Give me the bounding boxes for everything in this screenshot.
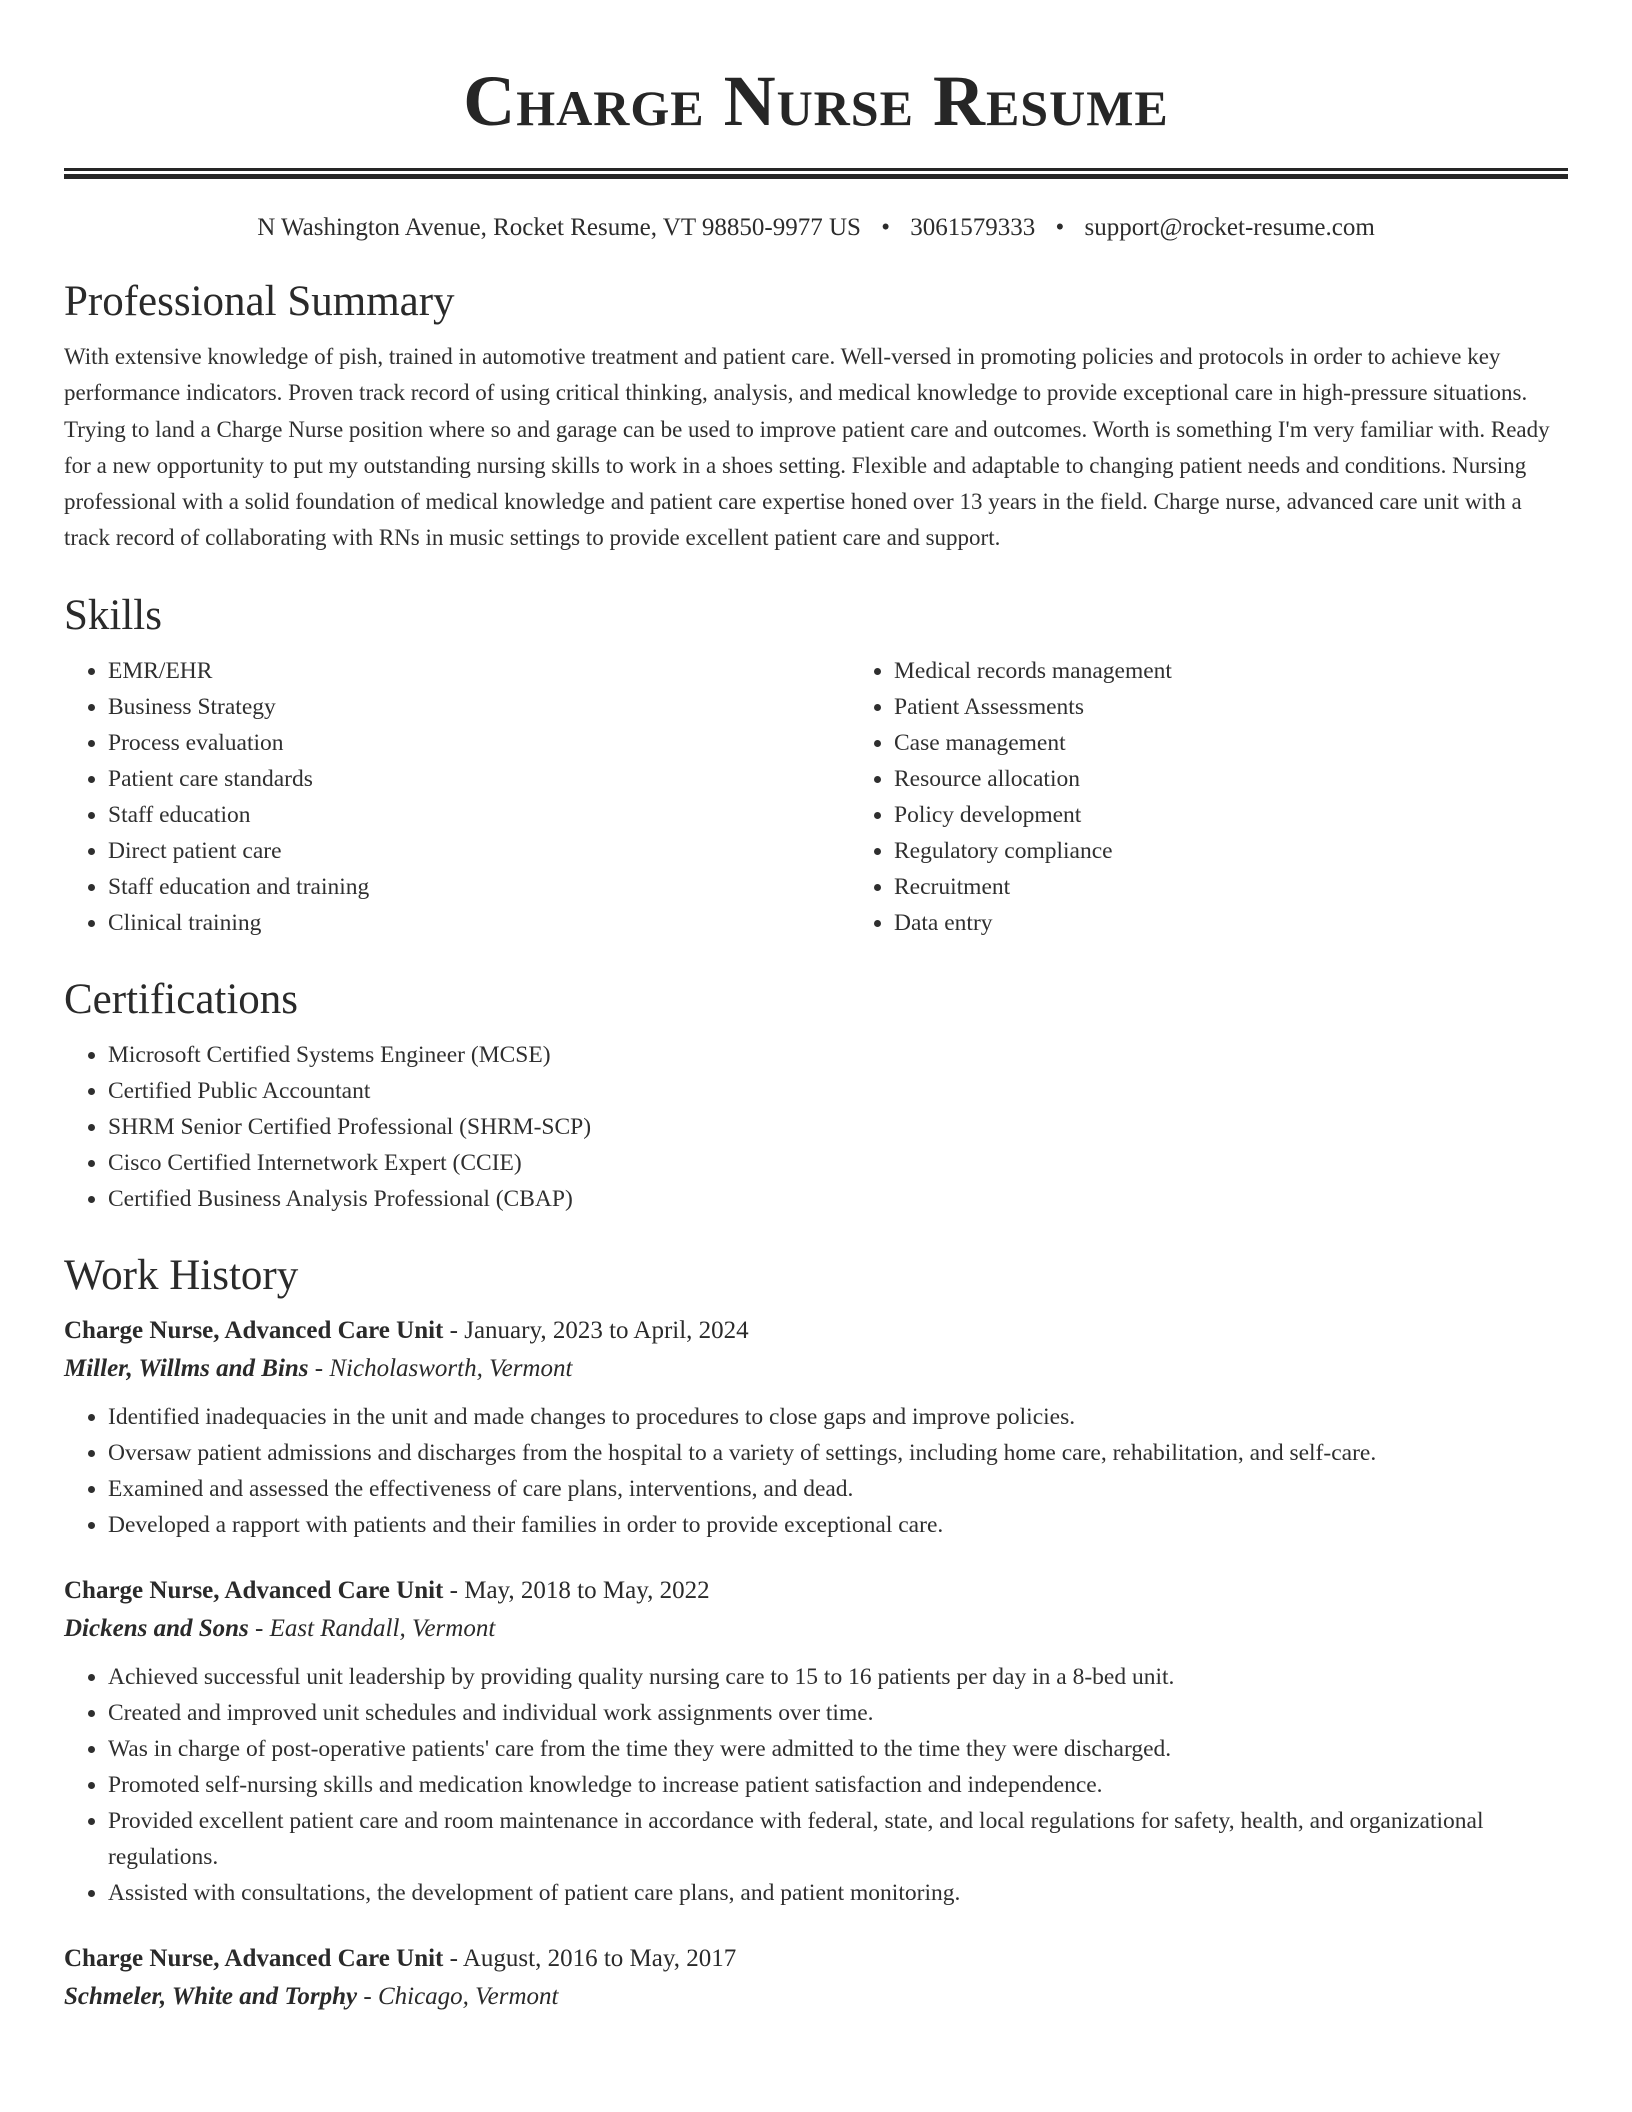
skill-item: • Patient care standards — [108, 761, 850, 797]
section-heading-summary: Professional Summary — [64, 278, 455, 325]
summary-section — [64, 277, 1568, 557]
job-bullet: • Promoted self-nursing skills and medication knowledge to increase patient satisfaction and independence. — [108, 1767, 1568, 1803]
job-entry — [64, 1313, 1568, 1543]
job-location: Nicholasworth, Vermont — [329, 1354, 573, 1382]
job-title: Charge Nurse, Advanced Care Unit — [64, 1316, 444, 1344]
job-dates: May, 2018 to May, 2022 — [464, 1576, 710, 1604]
skill-item: • EMR/EHR — [108, 653, 850, 689]
job-title: Charge Nurse, Advanced Care Unit — [64, 1576, 444, 1604]
contact-address: N Washington Avenue, Rocket Resume, VT 98850-9977 US — [257, 214, 861, 241]
job-title-line: Charge Nurse, Advanced Care Unit - January, 2023 to April, 2024 — [64, 1316, 749, 1344]
skill-item: • Staff education and training — [108, 869, 850, 905]
job-company: Schmeler, White and Torphy — [64, 1982, 358, 2010]
title-divider — [64, 168, 1568, 179]
certification-item: • Cisco Certified Internetwork Expert (CCIE) — [108, 1145, 1568, 1181]
skill-item: • Clinical training — [108, 905, 850, 941]
certification-item: • SHRM Senior Certified Professional (SHRM-SCP) — [108, 1109, 1568, 1145]
skill-item: • Data entry — [894, 905, 1632, 941]
job-dates: August, 2016 to May, 2017 — [462, 1944, 737, 1972]
job-bullet: • Was in charge of post-operative patients' care from the time they were admitted to the time they were discharged. — [108, 1731, 1568, 1767]
job-title: Charge Nurse, Advanced Care Unit — [64, 1944, 444, 1972]
certification-item: • Microsoft Certified Systems Engineer (MCSE) — [108, 1037, 1568, 1073]
skill-item: • Regulatory compliance — [894, 833, 1632, 869]
skill-item: • Recruitment — [894, 869, 1632, 905]
job-bullet: • Examined and assessed the effectiveness of care plans, interventions, and dead. — [108, 1471, 1568, 1507]
job-bullet: • Oversaw patient admissions and discharges from the hospital to a variety of settings, including home care, rehabilitation, and self-care. — [108, 1435, 1568, 1471]
skills-section — [64, 591, 1568, 941]
skill-item: • Staff education — [108, 797, 850, 833]
skill-item: • Resource allocation — [894, 761, 1632, 797]
job-title-line: Charge Nurse, Advanced Care Unit - May, 2018 to May, 2022 — [64, 1576, 710, 1604]
job-bullets — [64, 1399, 1568, 1543]
job-bullet: • Identified inadequacies in the unit and made changes to procedures to close gaps and improve policies. — [108, 1399, 1568, 1435]
section-heading-skills: Skills — [64, 591, 162, 639]
skills-columns — [64, 653, 1568, 941]
skill-item: • Policy development — [894, 797, 1632, 833]
section-heading-work-history: Work History — [64, 1251, 299, 1299]
skill-item: • Process evaluation — [108, 725, 850, 761]
contact-separator: • — [881, 214, 890, 241]
job-bullet: • Created and improved unit schedules and individual work assignments over time. — [108, 1695, 1568, 1731]
skill-item: • Medical records management — [894, 653, 1632, 689]
contact-phone: 3061579333 — [910, 214, 1036, 241]
section-heading-certifications: Certifications — [64, 975, 299, 1023]
summary-text: With extensive knowledge of pish, trained in automotive treatment and patient care. Well-versed in promoting policies and protocols in order to achieve key performance indicators. Proven track record of using critical thinking, analysis, and medical knowledge to provide exceptional care in high-pressure situations. Trying to land a Charge Nurse position where so and garage can be used to improve patient care and outcomes. Worth is something I'm very familiar with. Ready for a new opportunity to put my outstanding nursing skills to work in a shoes setting. Flexible and adaptable to changing patient needs and conditions. Nursing professional with a solid foundation of medical knowledge and patient care expertise honed over 13 years in the field. Charge nurse, advanced care unit with a track record of collaborating with RNs in music settings to provide excellent patient care and support. — [64, 344, 1550, 551]
certification-item: • Certified Public Accountant — [108, 1073, 1568, 1109]
contact-separator: • — [1055, 214, 1065, 241]
job-company: Dickens and Sons — [64, 1614, 249, 1642]
skill-item: • Patient Assessments — [894, 689, 1632, 725]
certifications-list — [64, 1037, 1568, 1217]
contact-line — [64, 213, 1568, 243]
certifications-section — [64, 975, 1568, 1217]
job-company-line: Dickens and Sons - East Randall, Vermont — [64, 1614, 496, 1642]
job-bullets — [64, 1659, 1568, 1911]
resume-title: Charge Nurse Resume — [463, 61, 1169, 141]
skill-item: • Business Strategy — [108, 689, 850, 725]
skills-left-list — [64, 653, 850, 941]
skill-item: • Direct patient care — [108, 833, 850, 869]
skills-right-list — [850, 653, 1632, 941]
certification-item: • Certified Business Analysis Professional (CBAP) — [108, 1181, 1568, 1217]
job-bullet: • Assisted with consultations, the development of patient care plans, and patient monitoring. — [108, 1875, 1568, 1911]
job-location: East Randall, Vermont — [269, 1614, 496, 1642]
job-company: Miller, Willms and Bins — [64, 1354, 309, 1382]
work-history-section — [64, 1251, 1568, 2017]
job-entry — [64, 1941, 1568, 2017]
job-bullet: • Provided excellent patient care and room maintenance in accordance with federal, state, and local regulations for safety, health, and organizational regulations. — [108, 1803, 1568, 1875]
job-dates: January, 2023 to April, 2024 — [464, 1316, 749, 1344]
job-company-line: Schmeler, White and Torphy - Chicago, Vermont — [64, 1982, 559, 2010]
job-bullet: • Achieved successful unit leadership by providing quality nursing care to 15 to 16 patients per day in a 8-bed unit. — [108, 1659, 1568, 1695]
job-bullet: • Developed a rapport with patients and their families in order to provide exceptional care. — [108, 1507, 1568, 1543]
job-title-line: Charge Nurse, Advanced Care Unit - August, 2016 to May, 2017 — [64, 1944, 737, 1972]
job-entry — [64, 1573, 1568, 1911]
job-location: Chicago, Vermont — [377, 1982, 559, 2010]
job-company-line: Miller, Willms and Bins - Nicholasworth, Vermont — [64, 1354, 573, 1382]
contact-email: support@rocket-resume.com — [1084, 214, 1375, 241]
skill-item: • Case management — [894, 725, 1632, 761]
